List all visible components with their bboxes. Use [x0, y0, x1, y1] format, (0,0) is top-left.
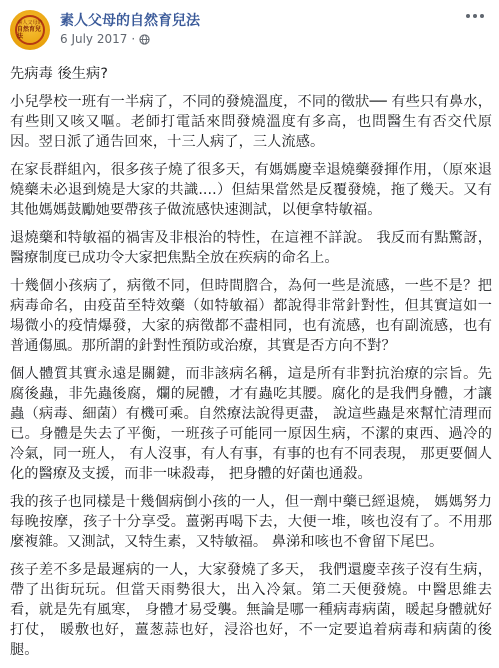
post-paragraph: 小兒學校一班有一半病了，不同的發燒溫度，不同的徵狀── 有些只有鼻水，有些則又咳又嘔。老師打電話來問發燒溫度有多高，也問醫生有否交代原因。翌日派了通告回來，十三人病了，三人流感。	[10, 94, 492, 150]
post-paragraph: 我的孩子也同樣是十幾個病倒小孩的一人，但一劑中藥已經退燒， 媽媽努力每晚按摩，孩子十分享受。薑粥再喝下去，大便一堆，咳也沒有了。不用那麼複雜。又測試，又特生素，又特敏福。 鼻涕和咳也不會留下尾巴。	[10, 494, 492, 550]
post-body	[10, 64, 492, 668]
avatar-logo	[15, 15, 45, 45]
globe-icon[interactable]	[139, 34, 150, 45]
post-paragraph: 個人體質其實永遠是關鍵，而非該病名稱，這是所有非對抗治療的宗旨。先腐後蟲，非先蟲後腐，爛的屍體，才有蟲吃其腰。腐化的是我們身體，才讓蟲（病毒、細菌）有機可乘。自然療法說得更盡， 說這些蟲是來幫忙清理而已。身體是失去了平衡，一班孩子可能同一原因生病，不潔的東西、過冷的冷氣，同一班人， 有人沒事，有人有事，有事的也有不同表現， 那更要個人化的醫療及支援，而非一味殺毒， 把身體的好菌也通殺。	[10, 366, 492, 482]
post-paragraph: 退燒藥和特敏福的禍害及非根治的特性，在這裡不詳說。 我反而有點驚訝，醫療制度已成功令大家把焦點全放在疾病的命名上。	[10, 230, 492, 266]
page-name-link[interactable]: 素人父母的自然育兒法	[60, 13, 200, 29]
more-options-icon[interactable]	[466, 14, 484, 18]
meta-separator: ·	[131, 32, 136, 46]
avatar-text-bottom: 自然育兒法	[17, 26, 42, 40]
page-avatar[interactable]	[10, 10, 50, 50]
post-date[interactable]: 6 July 2017	[60, 32, 128, 46]
post-title: 先病毒 後生病?	[10, 66, 108, 82]
post-paragraph: 孩子差不多是最遲病的一人，大家發燒了多天， 我們還慶幸孩子沒有生病，帶了出街玩玩。但當天雨勢很大，出入冷氣。第二天便發燒。中醫思維去看，就是先有風寒， 身體才易受襲。無論是哪一種病毒病菌，暖起身體就好打仗， 暖敷也好，薑葱蒜也好，浸浴也好，不一定要追着病毒和病菌的後腿。	[10, 562, 492, 658]
post-header	[10, 8, 490, 54]
avatar-text-top: 素人父母的	[17, 20, 43, 26]
post-paragraph: 在家長群組內，很多孩子燒了很多天，有媽媽慶幸退燒藥發揮作用，（原來退燒藥未必退到燒是大家的共識....）但結果當然是反覆發燒，拖了幾天。又有其他媽媽鼓勵她要帶孩子做流感快速測試，以便拿特敏福。	[10, 162, 492, 218]
post-paragraph: 十幾個小孩病了，病徵不同，但時間脗合，為何一些是流感，一些不是？把病毒命名，由疫苗至特效藥（如特敏福）都說得非常針對性，但其實這如一場微小的疫情爆發，大家的病徵都不盡相同，也有流感，也有副流感，也有普通傷風。那所謂的針對性預防或治療，其實是否方向不對？	[10, 278, 492, 354]
post-meta	[60, 32, 150, 46]
